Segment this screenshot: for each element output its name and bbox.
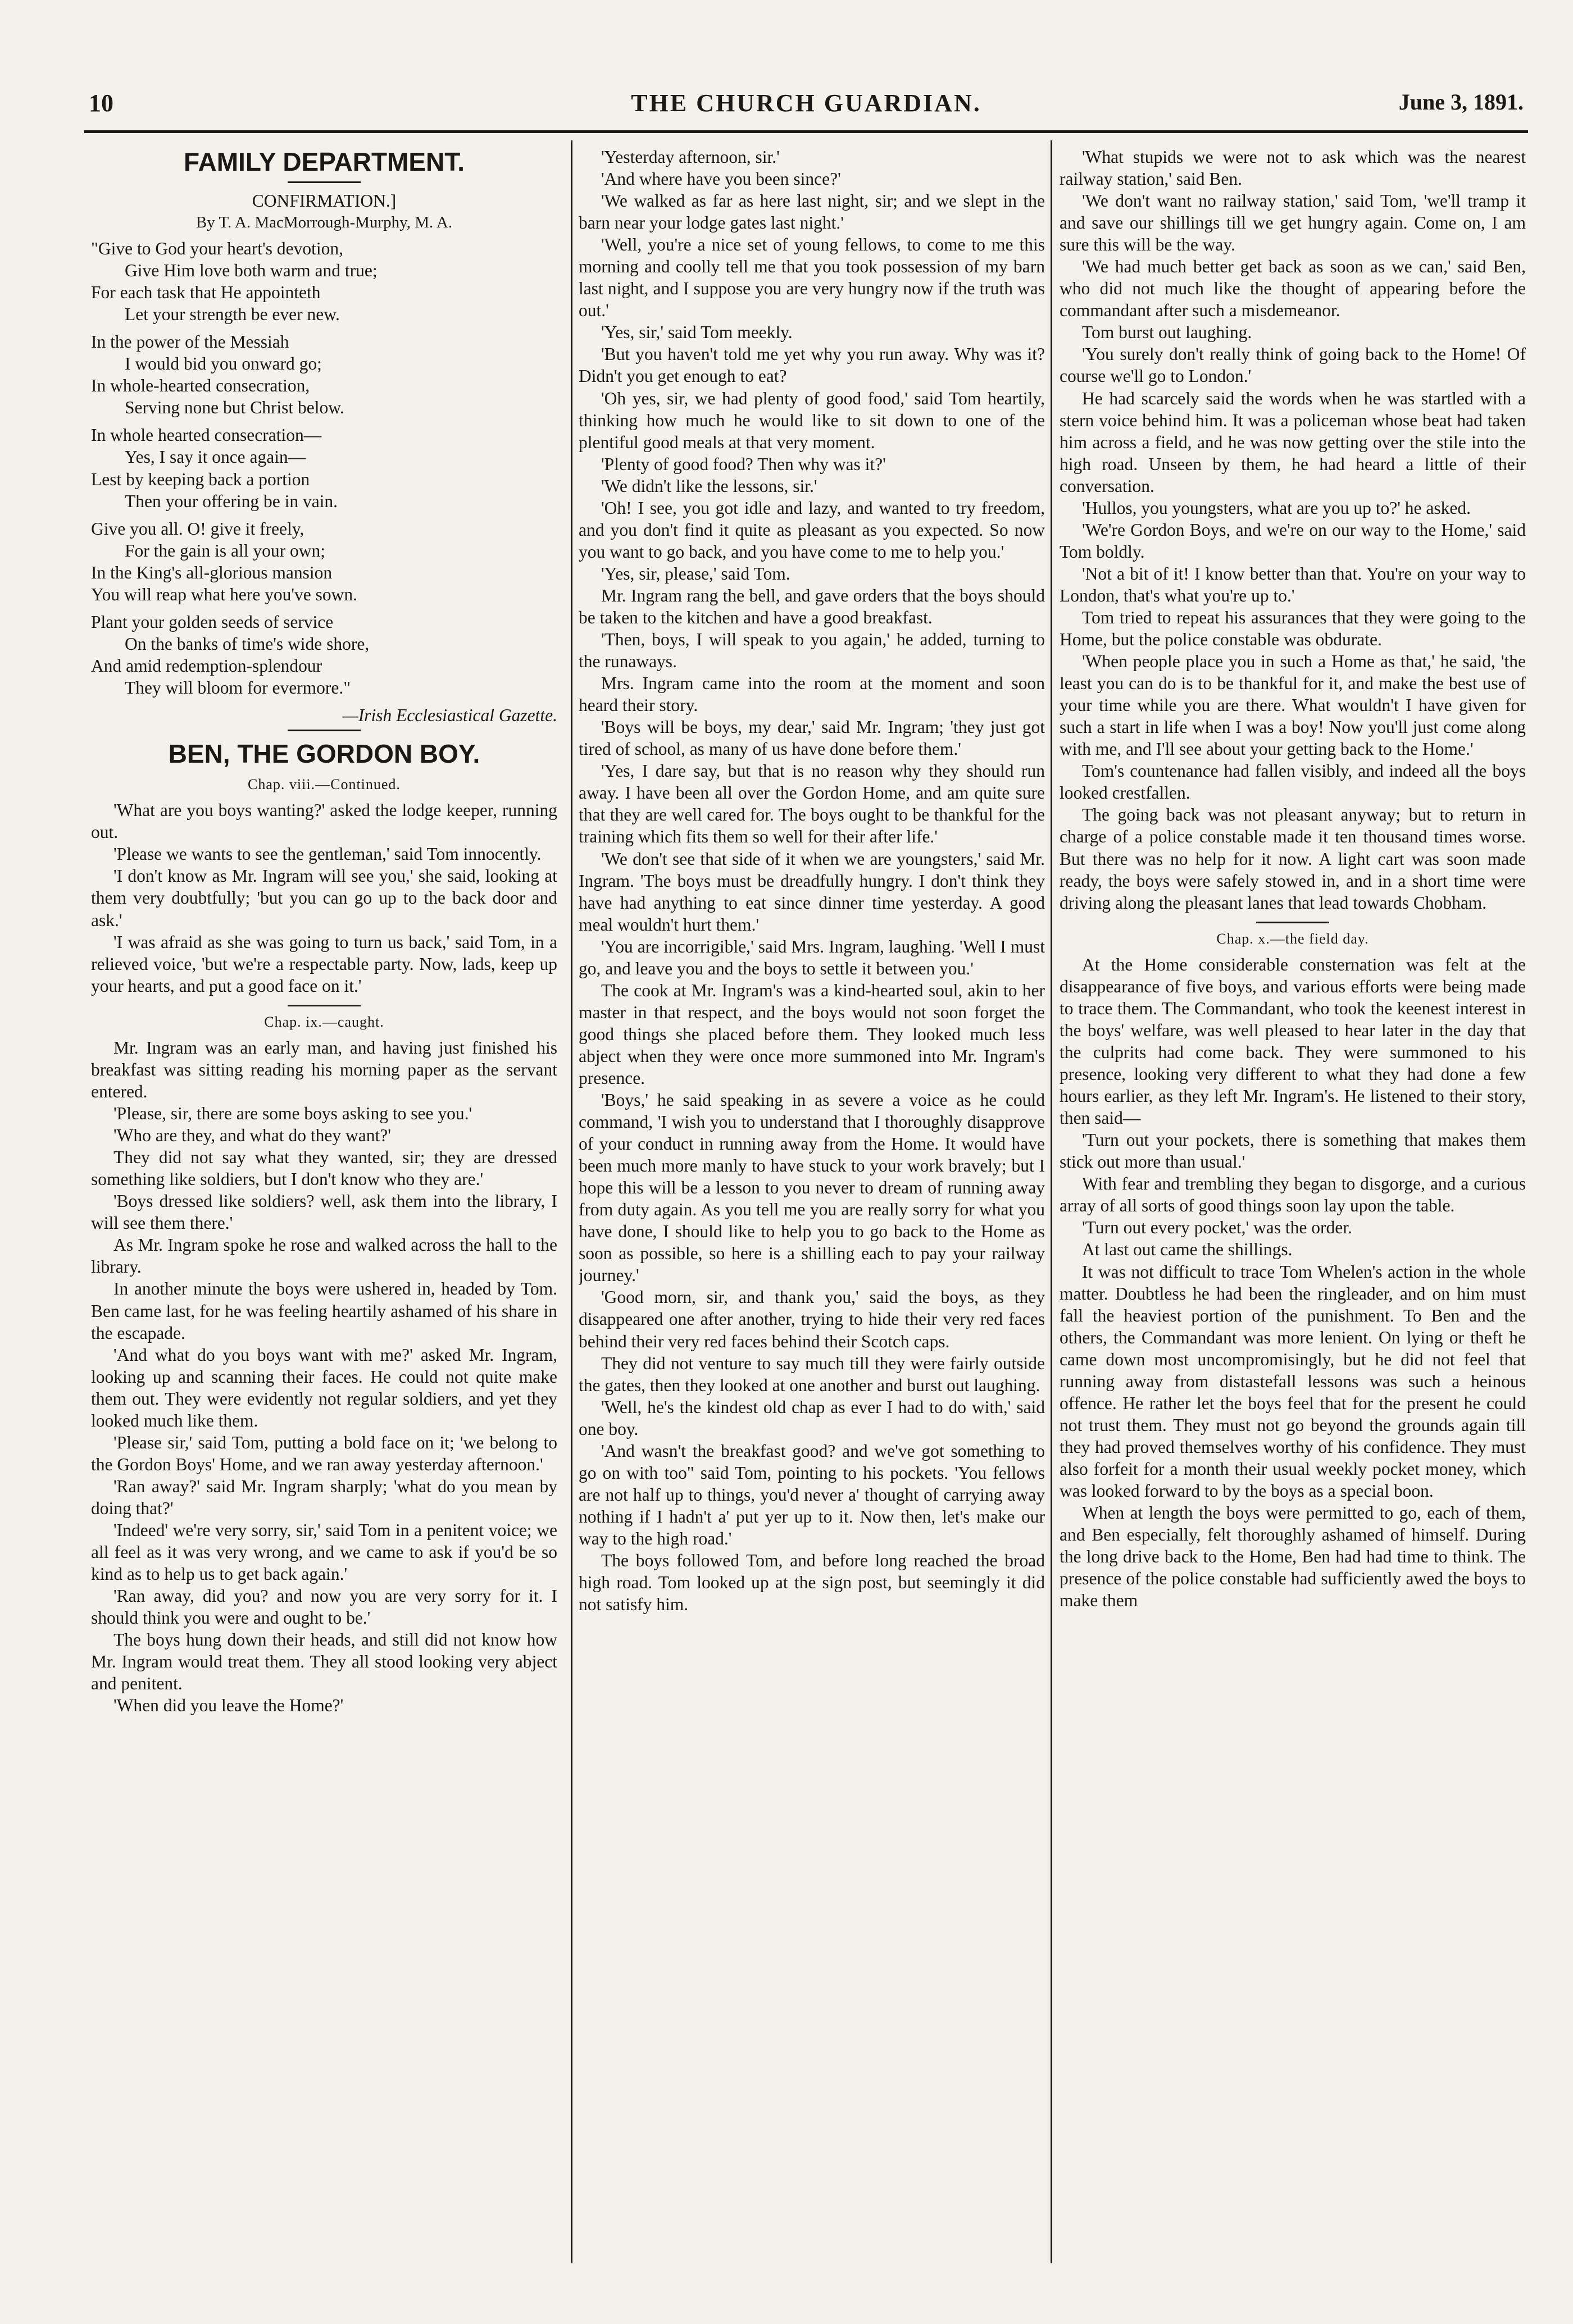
paragraph: 'Ran away, did you? and now you are very sorry for it. I should think you were and ought to be.' <box>91 1586 557 1628</box>
short-rule <box>288 730 361 731</box>
chapter-heading: Chap. ix.—caught. <box>264 1013 384 1030</box>
paragraph: He had scarcely said the words when he was startled with a stern voice behind him. It was a policeman whose beat had taken him across a field, and he was now getting over the stile into the high road. Unseen by them, he had heard a little of their conversation. <box>1060 388 1526 496</box>
column-2 <box>579 146 1045 2263</box>
section-heading: FAMILY DEPARTMENT. <box>183 147 465 176</box>
paragraph: They did not venture to say much till they were fairly outside the gates, then they looked at one another and burst out laughing. <box>579 1353 1045 1395</box>
verse-line: Let your strength be ever new. <box>125 304 340 325</box>
paragraph: Mr. Ingram rang the bell, and gave orders that the boys should be taken to the kitchen and have a good breakfast. <box>579 585 1045 627</box>
paragraph: 'Well, he's the kindest old chap as ever I had to do with,' said one boy. <box>579 1397 1045 1439</box>
paragraph: Tom burst out laughing. <box>1082 322 1252 343</box>
paragraph: 'What stupids we were not to ask which was the nearest railway station,' said Ben. <box>1060 147 1526 189</box>
paragraph: 'Turn out your pockets, there is something that makes them stick out more than usual.' <box>1060 1130 1526 1172</box>
column-divider <box>1051 140 1052 2263</box>
stanza <box>91 424 557 512</box>
verse-line: Yes, I say it once again— <box>125 447 306 467</box>
paragraph: The boys followed Tom, and before long reached the broad high road. Tom looked up at the sign post, but seemingly it did not satisfy him. <box>579 1551 1045 1615</box>
verse-line: On the banks of time's wide shore, <box>125 634 370 654</box>
verse-line: For the gain is all your own; <box>125 540 325 561</box>
paragraph: 'Boys,' he said speaking in as severe a voice as he could command, 'I wish you to understand that I thoroughly disapprove of your conduct in running away from the Home. It would have been much more manly to have stuck to your work bravely; but I hope this will be a lesson to you never to dream of running away from duty again. As you tell me you are really sorry for what you have done, I should like to help you to go back to the Home as soon as possible, so here is a shilling each to pay your railway journey.' <box>579 1090 1045 1286</box>
verse-line: You will reap what here you've sown. <box>91 584 358 604</box>
paragraph: As Mr. Ingram spoke he rose and walked across the hall to the library. <box>91 1235 557 1277</box>
verse-line: For each task that He appointeth <box>91 282 321 303</box>
poem-source: —Irish Ecclesiastical Gazette. <box>342 705 557 725</box>
paragraph: 'And wasn't the breakfast good? and we've got something to go on with too" said Tom, pointing to his pockets. 'You fellows are not half up to things, you'd never a' thought of carrying away nothing if I hadn't a' put yer up to it. Now then, let's make our way to the high road.' <box>579 1441 1045 1548</box>
paragraph: 'Ran away?' said Mr. Ingram sharply; 'what do you mean by doing that?' <box>91 1476 557 1518</box>
paragraph: At the Home considerable consternation was felt at the disappearance of five boys, and various efforts were being made to trace them. The Commandant, who took the keenest interest in the boys' welfare, was well pleased to hear later in the day that the culprits had come back. They were summoned to his presence, looking very different to what they had done a few hours earlier, as they left Mr. Ingram's. He listened to their story, then said— <box>1060 954 1526 1128</box>
paragraph: 'We walked as far as here last night, sir; and we slept in the barn near your lodge gates last night.' <box>579 191 1045 233</box>
paragraph: 'Yes, I dare say, but that is no reason why they should run away. I have been all over the Gordon Home, and am quite sure that they are well cared for. The boys ought to be thankful for the training which fits them so well for their after life.' <box>579 761 1045 847</box>
paragraph: 'We didn't like the lessons, sir.' <box>601 476 817 496</box>
verse-line: In whole hearted consecration— <box>91 425 322 445</box>
stanza <box>91 331 557 418</box>
paragraph: The boys hung down their heads, and still did not know how Mr. Ingram would treat them. They all stood looking very abject and penitent. <box>91 1630 557 1694</box>
paragraph: 'Turn out every pocket,' was the order. <box>1082 1218 1352 1238</box>
paragraph: 'But you haven't told me yet why you run away. Why was it? Didn't you get enough to eat? <box>579 344 1045 386</box>
issue-date: June 3, 1891. <box>1398 89 1524 115</box>
short-rule <box>1256 922 1329 923</box>
chapter-heading: Chap. viii.—Continued. <box>248 776 401 793</box>
stanza <box>91 518 557 605</box>
paragraph: 'What are you boys wanting?' asked the lodge keeper, running out. <box>91 800 557 842</box>
paragraph: 'You are incorrigible,' said Mrs. Ingram, laughing. 'Well I must go, and leave you and the boys to settle it between you.' <box>579 936 1045 978</box>
paragraph: 'Yes, sir,' said Tom meekly. <box>601 322 793 343</box>
paragraph: 'Yesterday afternoon, sir.' <box>601 147 780 167</box>
paragraph: 'Plenty of good food? Then why was it?' <box>601 454 886 474</box>
masthead-rule <box>84 130 1528 133</box>
paragraph: 'We don't want no railway station,' said Tom, 'we'll tramp it and save our shillings till we get hungry again. Come on, I am sure this will be the way. <box>1060 191 1526 255</box>
paragraph: Tom's countenance had fallen visibly, and indeed all the boys looked crestfallen. <box>1060 761 1526 803</box>
paragraph: 'Boys will be boys, my dear,' said Mr. Ingram; 'they just got tired of school, as many of us have done before them.' <box>579 717 1045 759</box>
verse-line: In whole-hearted consecration, <box>91 376 310 396</box>
byline: By T. A. MacMorrough-Murphy, M. A. <box>196 213 453 232</box>
paragraph: 'Who are they, and what do they want?' <box>113 1125 391 1146</box>
verse-line: Lest by keeping back a portion <box>91 469 310 489</box>
paragraph: 'We're Gordon Boys, and we're on our way to the Home,' said Tom boldly. <box>1060 520 1526 562</box>
verse-line: "Give to God your heart's devotion, <box>91 239 343 259</box>
paragraph: 'Hullos, you youngsters, what are you up to?' he asked. <box>1082 498 1471 518</box>
paragraph: 'Indeed' we're very sorry, sir,' said Tom in a penitent voice; we all feel as it was very wrong, and we came to ask if you'd be so kind as to help us to get back again.' <box>91 1520 557 1584</box>
verse-line: I would bid you onward go; <box>125 354 322 374</box>
paragraph: 'Please, sir, there are some boys asking to see you.' <box>113 1104 472 1124</box>
paragraph: 'I was afraid as she was going to turn us back,' said Tom, in a relieved voice, 'but we're a respectable party. Now, lads, keep up your hearts, and put a good face on it.' <box>91 932 557 996</box>
paragraph: Mr. Ingram was an early man, and having just finished his breakfast was sitting reading his morning paper as the servant entered. <box>91 1037 557 1102</box>
paragraph: When at length the boys were permitted to go, each of them, and Ben especially, felt thoroughly ashamed of himself. During the long drive back to the Home, Ben had had time to think. The presence of the police constable had sufficiently awed the boys to make them <box>1060 1503 1526 1611</box>
paragraph: 'Oh! I see, you got idle and lazy, and wanted to try freedom, and you don't find it quite as pleasant as you expected. So now you want to go back, and you have come to me to help you.' <box>579 498 1045 562</box>
column-3 <box>1060 146 1526 2263</box>
verse-line: Then your offering be in vain. <box>125 491 338 511</box>
paragraph: 'Well, you're a nice set of young fellows, to come to me this morning and coolly tell me that you took possession of my barn last night, and I suppose you are very hungry now if the truth was out.' <box>579 235 1045 321</box>
stanza <box>91 238 557 325</box>
paragraph: They did not say what they wanted, sir; they are dressed something like soldiers, but I don't know who they are.' <box>91 1147 557 1190</box>
paragraph: The cook at Mr. Ingram's was a kind-hearted soul, akin to her master in that respect, and the boys would not soon forget the good things she placed before them. They looked much less abject when they were once more summoned into Mr. Ingram's presence. <box>579 980 1045 1088</box>
verse-line: Give you all. O! give it freely, <box>91 518 304 539</box>
paragraph: 'Not a bit of it! I know better than that. You're on your way to London, that's what you're up to.' <box>1060 563 1526 605</box>
paragraph: 'We don't see that side of it when we are youngsters,' said Mr. Ingram. 'The boys must be dreadfully hungry. I don't think they have had anything to eat since dinner time yesterday. A good meal wouldn't hurt them.' <box>579 849 1045 935</box>
verse-line: In the power of the Messiah <box>91 332 289 352</box>
paragraph: 'Please sir,' said Tom, putting a bold face on it; 'we belong to the Gordon Boys' Home, and we ran away yesterday afternoon.' <box>91 1432 557 1474</box>
paragraph: 'You surely don't really think of going back to the Home! Of course we'll go to London.' <box>1060 344 1526 386</box>
paragraph: 'Please we wants to see the gentleman,' said Tom innocently. <box>113 844 542 864</box>
verse-line: And amid redemption-splendour <box>91 655 322 676</box>
paragraph: 'I don't know as Mr. Ingram will see you,' she said, looking at them very doubtfully; 'but you can go up to the back door and ask.' <box>91 866 557 930</box>
verse-line: Plant your golden seeds of service <box>91 612 334 632</box>
paragraph: Mrs. Ingram came into the room at the moment and soon heard their story. <box>579 673 1045 716</box>
stanza <box>91 611 557 699</box>
paragraph: It was not difficult to trace Tom Whelen's action in the whole matter. Doubtless he had been the ringleader, and on him must fall the heaviest portion of the punishment. To Ben and the others, the Commandant was more lenient. On lying or theft he came down most uncompromisingly, but he did not feel that running away from distastefall lessons was such a heinous offence. He rather let the boys feel that for the present he could not trust them. They must not go beyond the grounds again till they had proved themselves worthy of his confidence. They must also forfeit for a month their usual weekly pocket money, which was looked forward to by the boys as a special boon. <box>1060 1261 1526 1501</box>
verse-line: Give Him love both warm and true; <box>125 261 378 281</box>
verse-line: In the King's all-glorious mansion <box>91 562 333 582</box>
masthead <box>84 84 1528 124</box>
story-title: BEN, THE GORDON BOY. <box>168 739 480 769</box>
paragraph: 'And what do you boys want with me?' asked Mr. Ingram, looking up and scanning their faces. He could not quite make them out. They were evidently not regular soldiers, and yet they looked much like them. <box>91 1345 557 1430</box>
paragraph: 'When did you leave the Home?' <box>113 1696 344 1716</box>
paragraph: Tom tried to repeat his assurances that they were going to the Home, but the police constable was obdurate. <box>1060 607 1526 650</box>
verse-line: Serving none but Christ below. <box>125 398 344 418</box>
paragraph: 'And where have you been since?' <box>601 169 841 189</box>
paragraph: In another minute the boys were ushered in, headed by Tom. Ben came last, for he was feeling heartily ashamed of his share in the escapade. <box>91 1279 557 1343</box>
poem-title: CONFIRMATION.] <box>252 191 397 211</box>
column-1 <box>91 146 557 2263</box>
chapter-heading: Chap. x.—the field day. <box>1216 930 1369 947</box>
paragraph: 'We had much better get back as soon as we can,' said Ben, who did not much like the thought of appearing before the commandant after such a misdemeanor. <box>1060 257 1526 321</box>
column-divider <box>571 140 572 2263</box>
paragraph: At last out came the shillings. <box>1082 1240 1293 1260</box>
paragraph: 'Then, boys, I will speak to you again,' he added, turning to the runaways. <box>579 630 1045 672</box>
paragraph: With fear and trembling they began to disgorge, and a curious array of all sorts of good things soon lay upon the table. <box>1060 1174 1526 1216</box>
page-number: 10 <box>89 89 113 117</box>
paragraph: 'Good morn, sir, and thank you,' said the boys, as they disappeared one after another, trying to hide their very red faces behind their very red faces behind their Scotch caps. <box>579 1287 1045 1351</box>
short-rule <box>288 1005 361 1006</box>
paragraph: 'When people place you in such a Home as that,' he said, 'the least you can do is to be thankful for it, and make the best use of your time while you are there. What wouldn't I have given for such a start in life when I was a boy! Now you'll just come along with me, and I'll see about your getting back to the Home.' <box>1060 651 1526 759</box>
paragraph: 'Boys dressed like soldiers? well, ask them into the library, I will see them there.' <box>91 1191 557 1233</box>
verse-line: They will bloom for evermore." <box>125 677 351 698</box>
newspaper-page <box>84 84 1528 2263</box>
paragraph: 'Yes, sir, please,' said Tom. <box>601 563 790 584</box>
paragraph: The going back was not pleasant anyway; but to return in charge of a police constable made it ten thousand times worse. But there was no help for it now. A light cart was soon made ready, the boys were safely stowed in, and in a short time were driving along the pleasant lanes that lead towards Chobham. <box>1060 805 1526 913</box>
paragraph: 'Oh yes, sir, we had plenty of good food,' said Tom heartily, thinking how much he would like to sit down to one of the plentiful good meals at that very moment. <box>579 388 1045 452</box>
newspaper-title: THE CHURCH GUARDIAN. <box>631 89 981 117</box>
short-rule <box>288 181 361 183</box>
